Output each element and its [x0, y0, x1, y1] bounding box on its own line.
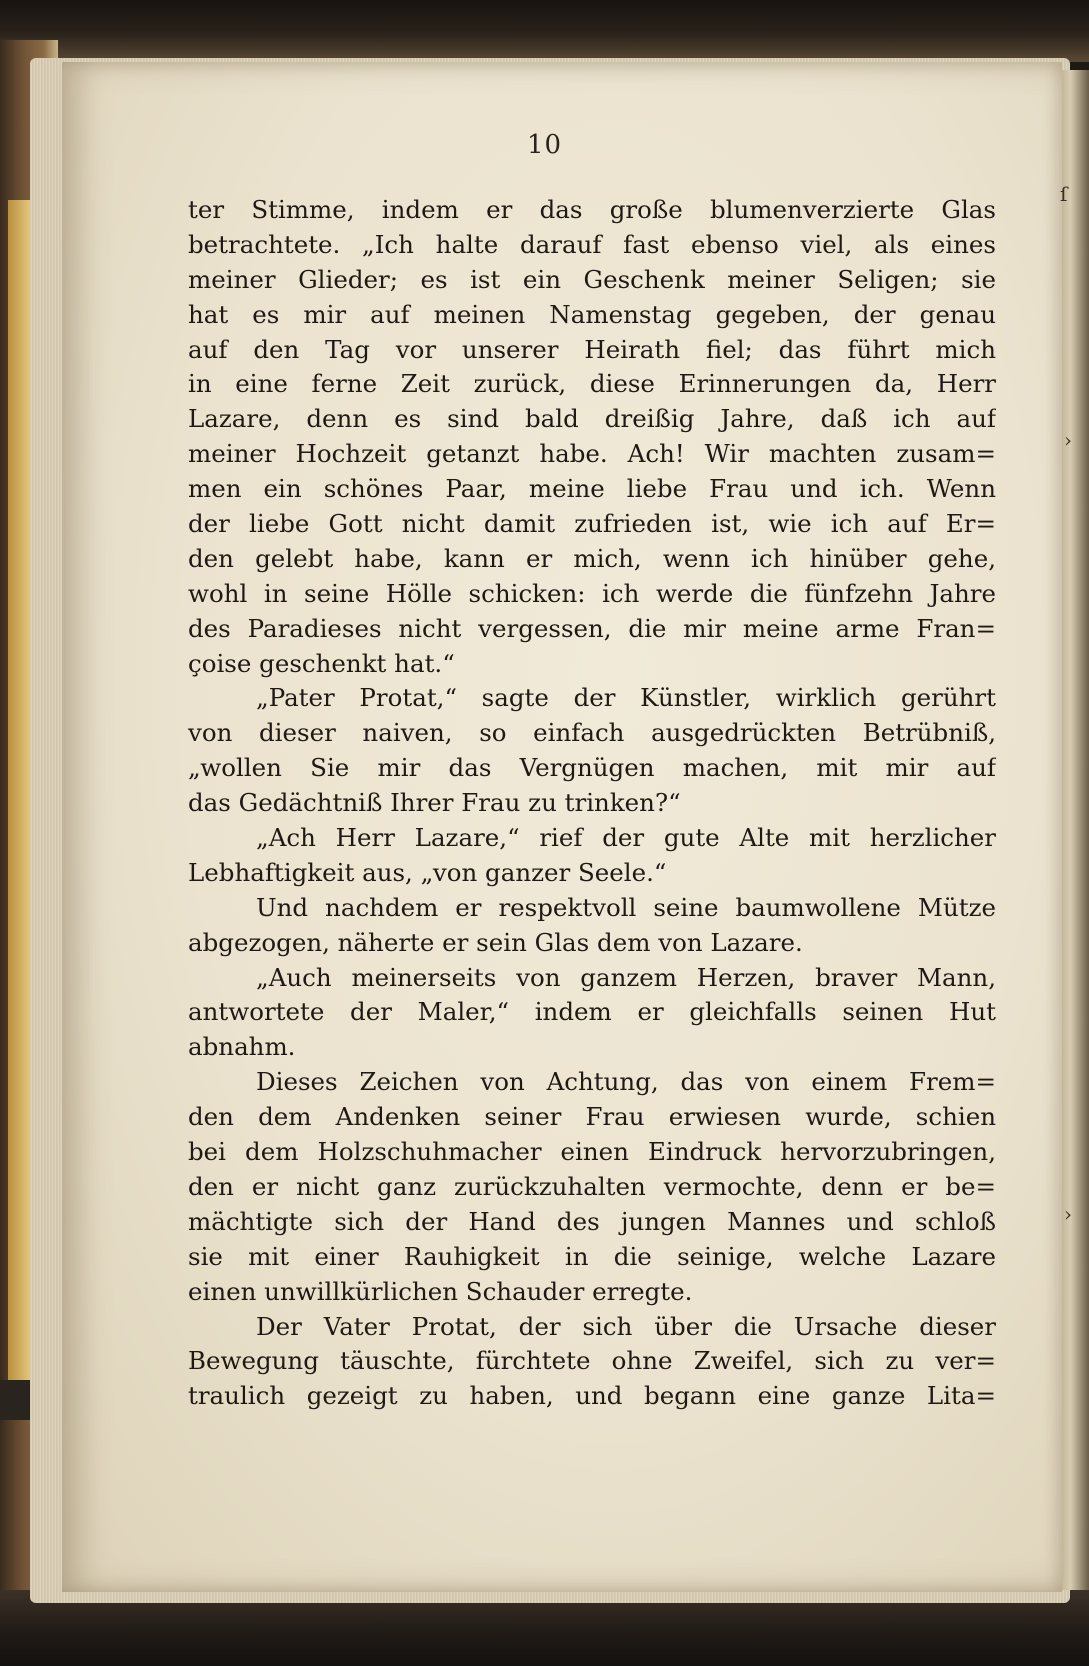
text-line: des Paradieses nicht vergessen, die mir meine arme Fran= — [188, 613, 996, 643]
text-line: Und nachdem er respektvoll seine baumwollene Mütze — [256, 892, 996, 922]
text-line: meiner Glieder; es ist ein Geschenk meiner Seligen; sie — [188, 264, 996, 294]
text-line: Der Vater Protat, der sich über die Ursache dieser — [256, 1311, 996, 1341]
text-line: abgezogen, näherte er sein Glas dem von Lazare. — [188, 927, 803, 957]
page-fore-edge — [1058, 70, 1089, 1590]
body-text — [188, 193, 996, 1414]
text-line: sie mit einer Rauhigkeit in die seinige, welche Lazare — [188, 1241, 996, 1271]
text-line: çoise geschenkt hat.“ — [188, 648, 455, 678]
text-line: abnahm. — [188, 1032, 296, 1062]
text-line: meiner Hochzeit getanzt habe. Ach! Wir machten zusam= — [188, 439, 996, 469]
text-line: einen unwillkürlichen Schauder erregte. — [188, 1276, 693, 1306]
text-line: in eine ferne Zeit zurück, diese Erinnerungen da, Herr — [188, 369, 996, 399]
book-cover-top — [0, 0, 1089, 62]
text-line: antwortete der Maler,“ indem er gleichfalls seinen Hut — [188, 997, 996, 1027]
text-line: Dieses Zeichen von Achtung, das von einem Frem= — [256, 1067, 996, 1097]
text-line: betrachtete. „Ich halte darauf fast ebenso viel, als eines — [188, 229, 996, 259]
text-line: von dieser naiven, so einfach ausgedrückten Betrübniß, — [188, 718, 996, 748]
text-line: mächtigte sich der Hand des jungen Mannes und schloß — [188, 1206, 996, 1236]
text-line: men ein schönes Paar, meine liebe Frau und ich. Wenn — [188, 474, 996, 504]
text-line: den er nicht ganz zurückzuhalten vermochte, denn er be= — [188, 1171, 996, 1201]
text-line: traulich gezeigt zu haben, und begann eine ganze Lita= — [188, 1381, 996, 1411]
text-line: Lazare, denn es sind bald dreißig Jahre, daß ich auf — [188, 404, 996, 434]
text-line: „Ach Herr Lazare,“ rief der gute Alte mit herzlicher — [256, 823, 996, 853]
text-line: „Pater Protat,“ sagte der Künstler, wirklich gerührt — [256, 683, 996, 713]
text-line: den dem Andenken seiner Frau erwiesen wurde, schien — [188, 1102, 996, 1132]
margin-mark: › — [1064, 1202, 1072, 1226]
text-line: „wollen Sie mir das Vergnügen machen, mit mir auf — [188, 753, 996, 783]
margin-mark: › — [1064, 428, 1072, 452]
text-line: bei dem Holzschuhmacher einen Eindruck hervorzubringen, — [188, 1137, 996, 1167]
page-number: 10 — [526, 130, 563, 160]
margin-mark: ſ — [1060, 182, 1068, 206]
text-line: das Gedächtniß Ihrer Frau zu trinken?“ — [188, 788, 681, 818]
text-line: wohl in seine Hölle schicken: ich werde die fünfzehn Jahre — [188, 578, 996, 608]
text-line: „Auch meinerseits von ganzem Herzen, braver Mann, — [256, 962, 996, 992]
text-line: hat es mir auf meinen Namenstag gegeben, der genau — [188, 299, 996, 329]
text-line: der liebe Gott nicht damit zufrieden ist, wie ich auf Er= — [188, 509, 996, 539]
text-line: auf den Tag vor unserer Heirath fiel; das führt mich — [188, 334, 996, 364]
text-line: Lebhaftigkeit aus, „von ganzer Seele.“ — [188, 857, 667, 887]
text-line: den gelebt habe, kann er mich, wenn ich hinüber gehe, — [188, 543, 996, 573]
text-line: ter Stimme, indem er das große blumenverzierte Glas — [188, 195, 996, 224]
text-line: Bewegung täuschte, fürchtete ohne Zweifel, sich zu ver= — [188, 1346, 996, 1376]
